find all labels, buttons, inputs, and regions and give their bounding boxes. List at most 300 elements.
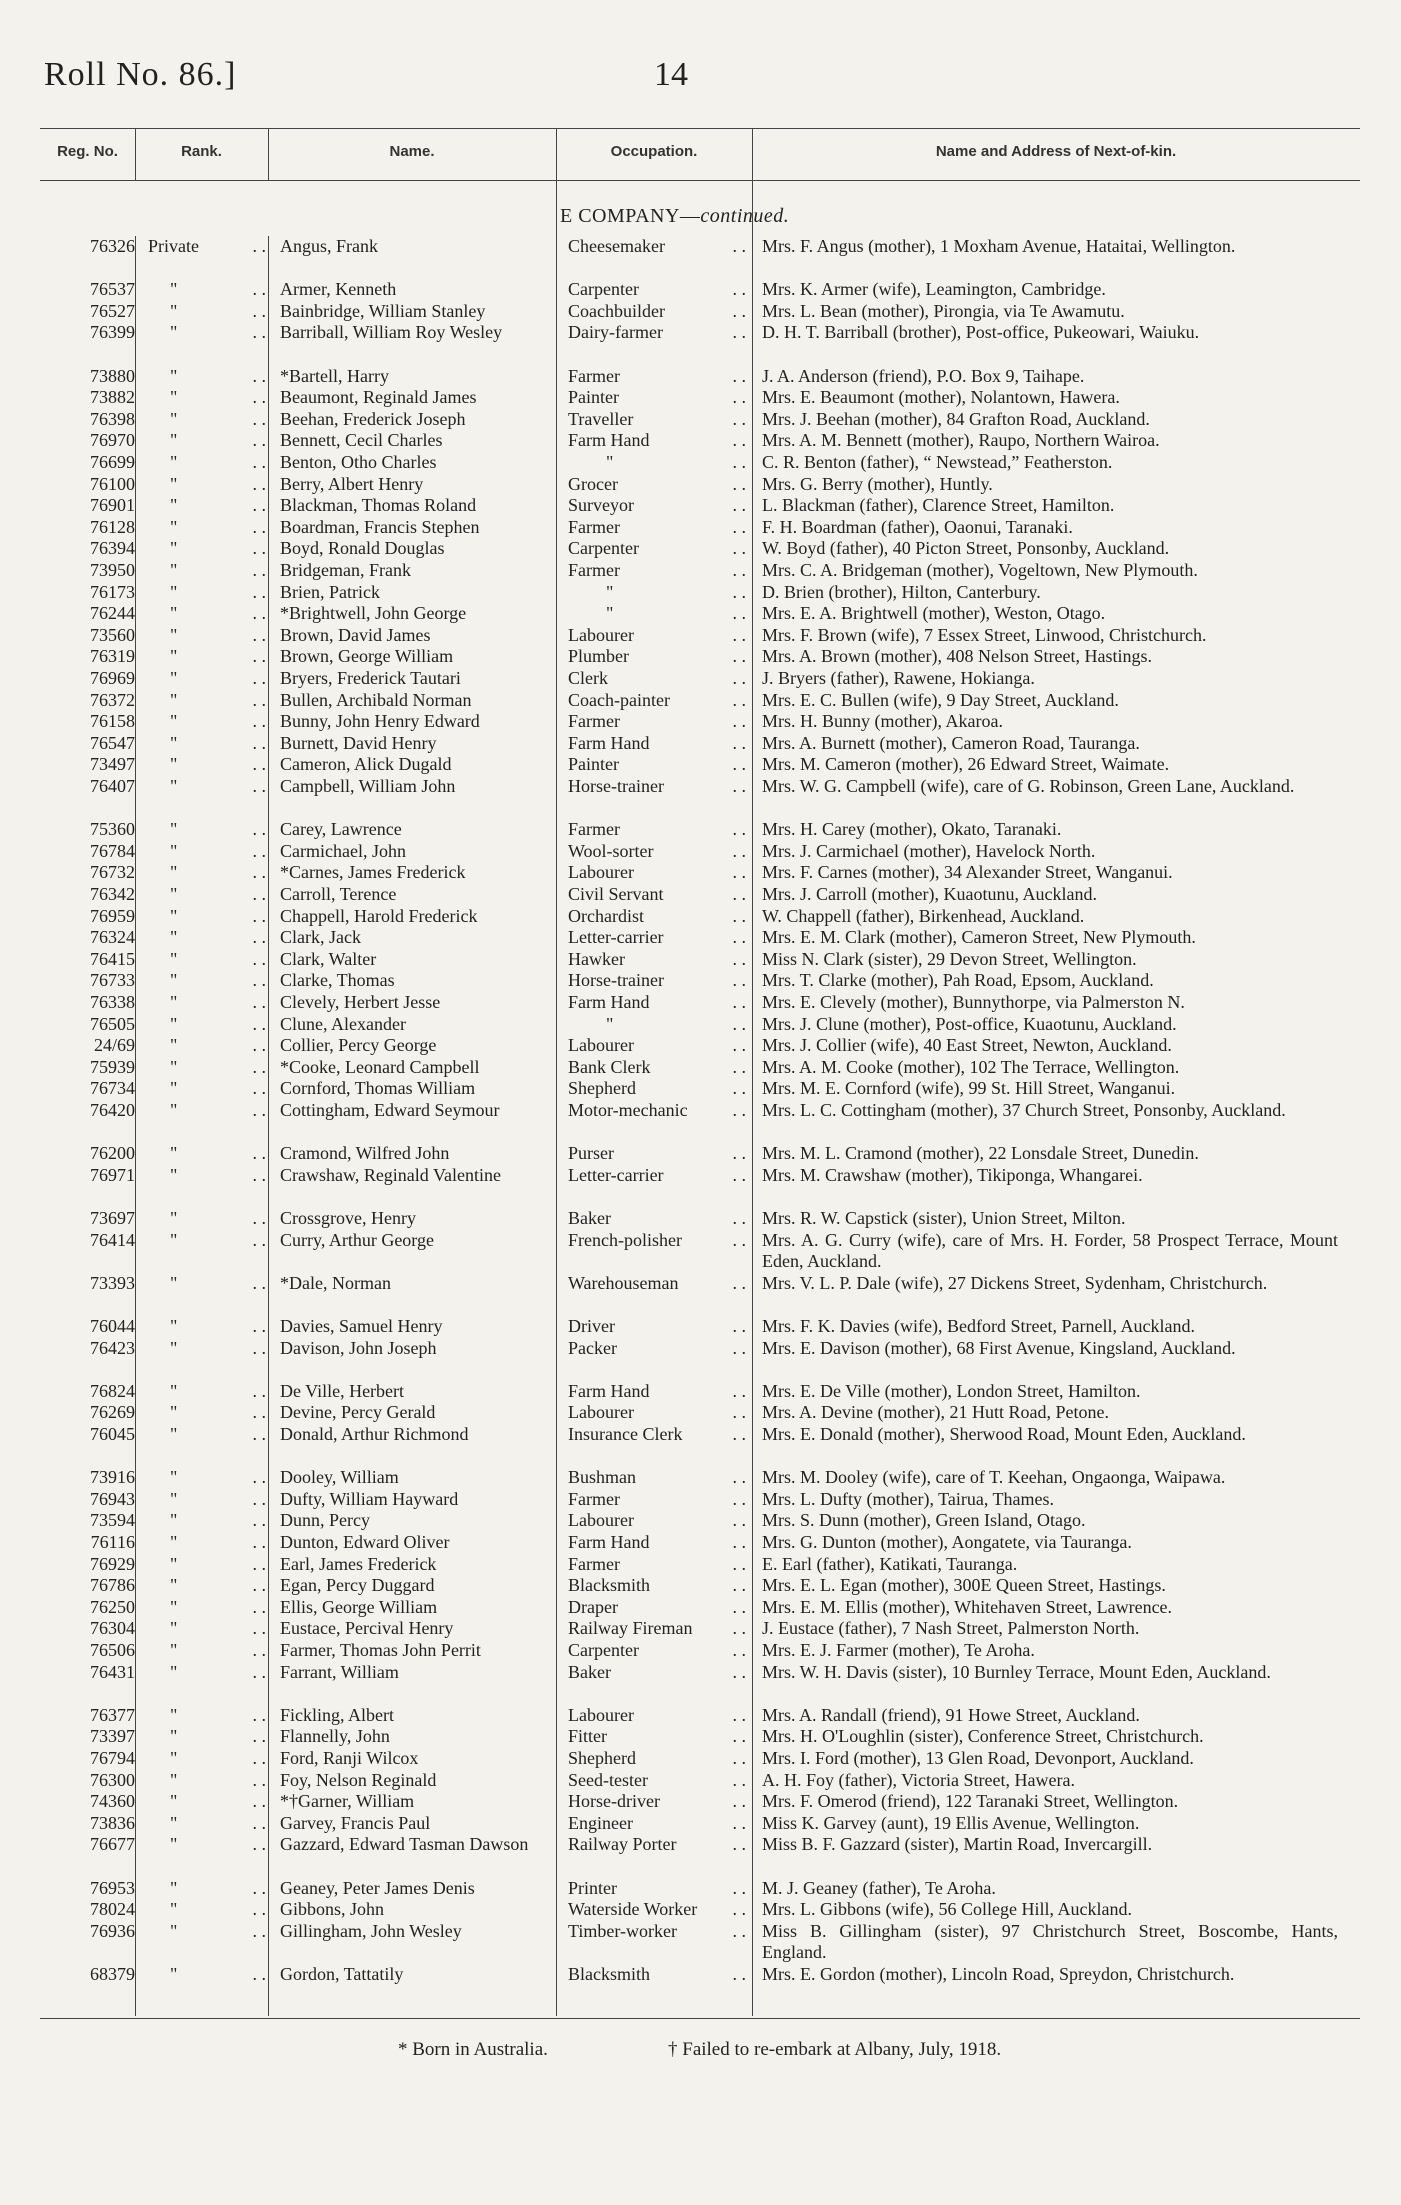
reg-number: 76045 [90, 1424, 135, 1444]
leader-dots: . . [732, 624, 746, 645]
occupation: Farmer [568, 819, 620, 840]
rank-cell [148, 1230, 266, 1252]
leader-dots: . . [732, 538, 746, 559]
occupation-cell [568, 1100, 746, 1122]
rank: " [170, 732, 178, 753]
rank: " [170, 1229, 178, 1250]
leader-dots: . . [732, 1078, 746, 1099]
soldier-name: Bridgeman, Frank [280, 560, 411, 580]
occupation: Horse-driver [568, 1791, 660, 1812]
reg-number: 75939 [90, 1056, 135, 1077]
leader-dots: . . [252, 668, 266, 688]
leader-dots: . . [252, 1035, 266, 1056]
leader-dots: . . [732, 1791, 746, 1812]
leader-dots: . . [252, 560, 266, 580]
next-of-kin: Mrs. F. Angus (mother), 1 Moxham Avenue, Hataitai, Wellington. [762, 236, 1236, 256]
occupation-cell [568, 1338, 746, 1360]
next-of-kin: Mrs. E. Donald (mother), Sherwood Road, Mount Eden, Auckland. [762, 1424, 1246, 1444]
soldier-name: Bullen, Archibald Norman [280, 689, 472, 710]
soldier-name: Cameron, Alick Dugald [280, 754, 452, 775]
occupation: Blacksmith [568, 1575, 650, 1596]
next-of-kin: L. Blackman (father), Clarence Street, Hamilton. [762, 495, 1115, 516]
rank: " [170, 279, 178, 300]
next-of-kin: E. Earl (father), Katikati, Tauranga. [762, 1553, 1018, 1574]
rank-cell [148, 927, 266, 949]
occupation: Farmer [568, 1488, 620, 1509]
next-of-kin: Mrs. F. Brown (wife), 7 Essex Street, Linwood, Christchurch. [762, 624, 1207, 645]
next-of-kin: W. Boyd (father), 40 Picton Street, Ponsonby, Auckland. [762, 538, 1170, 559]
occupation-cell [568, 1770, 746, 1792]
leader-dots: . . [732, 1618, 746, 1639]
occupation: Cheesemaker [568, 236, 665, 256]
rank: " [170, 689, 178, 710]
next-of-kin: Mrs. H. O'Loughlin (sister), Conference Street, Christchurch. [762, 1726, 1204, 1747]
occupation: Motor-mechanic [568, 1100, 688, 1120]
reg-number: 76971 [90, 1164, 135, 1185]
section-title-main: E COMPANY— [560, 205, 701, 227]
reg-number: 76372 [90, 689, 135, 710]
occupation: Dairy-farmer [568, 322, 663, 343]
rank: " [170, 1899, 178, 1920]
rank: " [170, 560, 178, 580]
rank-cell [148, 1791, 266, 1813]
reg-number: 76324 [90, 927, 135, 948]
occupation-cell [568, 1230, 746, 1252]
leader-dots: . . [732, 819, 746, 840]
occupation-cell [568, 1791, 746, 1813]
reg-number: 76398 [90, 408, 135, 429]
rank-cell [148, 690, 266, 712]
occupation-cell [568, 1662, 746, 1684]
leader-dots: . . [252, 927, 266, 948]
rank: " [170, 970, 178, 991]
leader-dots: . . [252, 1056, 266, 1077]
occupation-cell [568, 646, 746, 668]
occupation: Purser [568, 1143, 614, 1164]
occupation-cell [568, 1381, 746, 1403]
soldier-name: Bunny, John Henry Edward [280, 711, 480, 732]
page-number: 14 [654, 56, 688, 93]
reg-number: 76044 [90, 1316, 135, 1336]
rank: " [170, 1208, 178, 1228]
soldier-name: Ellis, George William [280, 1596, 438, 1617]
rank-cell [148, 1597, 266, 1619]
leader-dots: . . [732, 668, 746, 688]
rank: " [170, 624, 178, 645]
soldier-name: Devine, Percy Gerald [280, 1402, 436, 1423]
rank: " [170, 1380, 178, 1401]
leader-dots: . . [732, 1035, 746, 1056]
occupation: Fitter [568, 1726, 607, 1747]
occupation: Engineer [568, 1812, 633, 1833]
rank-cell [148, 1273, 266, 1295]
rank: " [170, 1100, 178, 1120]
rank-cell [148, 538, 266, 560]
leader-dots: . . [732, 1424, 746, 1444]
occupation: Surveyor [568, 495, 634, 516]
reg-number: 24/69 [93, 1035, 135, 1056]
occupation: Wool-sorter [568, 840, 654, 861]
rank-cell [148, 603, 266, 625]
reg-number: 76969 [90, 668, 135, 688]
occupation-cell [568, 517, 746, 539]
leader-dots: . . [252, 1596, 266, 1617]
next-of-kin: Mrs. A. G. Curry (wife), care of Mrs. H. Forder, 58 Prospect Terrace, Mount Eden, Auckland. [762, 1229, 1338, 1272]
leader-dots: . . [252, 1164, 266, 1185]
leader-dots: . . [732, 1510, 746, 1531]
occupation: Warehouseman [568, 1272, 679, 1293]
leader-dots: . . [732, 1229, 746, 1250]
next-of-kin: Mrs. J. Carmichael (mother), Havelock North. [762, 840, 1096, 861]
leader-dots: . . [252, 1402, 266, 1423]
reg-number: 76677 [90, 1834, 135, 1855]
occupation-cell [568, 668, 746, 690]
rank-cell [148, 733, 266, 755]
next-of-kin: Mrs. E. L. Egan (mother), 300E Queen Street, Hastings. [762, 1575, 1166, 1596]
leader-dots: . . [252, 970, 266, 991]
occupation-cell [568, 1273, 746, 1295]
rank-cell [148, 582, 266, 604]
rank-cell [148, 1834, 266, 1856]
rank-cell [148, 1316, 266, 1338]
next-of-kin: C. R. Benton (father), “ Newstead,” Featherston. [762, 452, 1113, 472]
leader-dots: . . [252, 1899, 266, 1920]
reg-number: 73697 [90, 1208, 135, 1228]
next-of-kin: Mrs. J. Beehan (mother), 84 Grafton Road, Auckland. [762, 408, 1150, 429]
rank: " [170, 1640, 178, 1660]
reg-number: 76304 [90, 1618, 135, 1639]
leader-dots: . . [252, 992, 266, 1012]
rank: " [170, 473, 178, 494]
next-of-kin: Mrs. M. L. Cramond (mother), 22 Lonsdale Street, Dunedin. [762, 1143, 1199, 1164]
leader-dots: . . [252, 300, 266, 321]
leader-dots: . . [252, 538, 266, 559]
next-of-kin: Mrs. E. Davison (mother), 68 First Avenue, Kingsland, Auckland. [762, 1337, 1236, 1358]
rank-cell [148, 1424, 266, 1446]
rank-cell [148, 1143, 266, 1165]
rank: " [170, 754, 178, 775]
soldier-name: Beehan, Frederick Joseph [280, 408, 466, 429]
next-of-kin: Mrs. L. Gibbons (wife), 56 College Hill, Auckland. [762, 1899, 1132, 1920]
leader-dots: . . [252, 365, 266, 386]
rank-cell [148, 474, 266, 496]
reg-number: 76506 [90, 1640, 135, 1660]
occupation-cell [568, 236, 746, 258]
leader-dots: . . [732, 365, 746, 386]
rank-cell [148, 1510, 266, 1532]
next-of-kin: Miss B. F. Gazzard (sister), Martin Road, Invercargill. [762, 1834, 1153, 1855]
next-of-kin: Mrs. E. M. Ellis (mother), Whitehaven Street, Lawrence. [762, 1596, 1173, 1617]
leader-dots: . . [252, 603, 266, 624]
reg-number: 76414 [90, 1229, 135, 1250]
next-of-kin: Mrs. V. L. P. Dale (wife), 27 Dickens Street, Sydenham, Christchurch. [762, 1272, 1268, 1293]
reg-number: 76929 [90, 1553, 135, 1574]
reg-number: 76420 [90, 1100, 135, 1120]
soldier-name: Clark, Jack [280, 927, 361, 948]
rank-cell [148, 668, 266, 690]
reg-number: 76250 [90, 1596, 135, 1617]
leader-dots: . . [252, 1316, 266, 1336]
next-of-kin: Mrs. J. Clune (mother), Post-office, Kuaotunu, Auckland. [762, 1013, 1177, 1034]
reg-number: 76732 [90, 862, 135, 883]
occupation-cell [568, 841, 746, 863]
occupation-cell [568, 776, 746, 798]
occupation-cell [568, 1316, 746, 1338]
rank-cell [148, 1165, 266, 1187]
soldier-name: Earl, James Frederick [280, 1553, 437, 1574]
rank: " [170, 430, 178, 451]
soldier-name: Donald, Arthur Richmond [280, 1424, 469, 1444]
next-of-kin: Mrs. H. Carey (mother), Okato, Taranaki. [762, 819, 1062, 840]
occupation-cell [568, 1554, 746, 1576]
soldier-name: *Cooke, Leonard Campbell [280, 1056, 480, 1077]
reg-number: 78024 [90, 1899, 135, 1920]
soldier-name: Davies, Samuel Henry [280, 1316, 443, 1336]
reg-number: 76537 [90, 279, 135, 300]
rank: " [170, 1575, 178, 1596]
leader-dots: . . [732, 387, 746, 408]
occupation: Farmer [568, 560, 620, 580]
rank: " [170, 1964, 178, 1984]
rank-cell [148, 430, 266, 452]
occupation: Railway Fireman [568, 1618, 693, 1639]
next-of-kin: J. Eustace (father), 7 Nash Street, Palmerston North. [762, 1618, 1140, 1639]
rank-cell [148, 1964, 266, 1986]
occupation: Shepherd [568, 1078, 636, 1099]
reg-number: 76547 [90, 732, 135, 753]
leader-dots: . . [252, 322, 266, 343]
next-of-kin: Mrs. M. Crawshaw (mother), Tikiponga, Whangarei. [762, 1164, 1143, 1185]
next-of-kin: Miss B. Gillingham (sister), 97 Christchurch Street, Boscombe, Hants, England. [762, 1920, 1338, 1963]
next-of-kin: Mrs. E. C. Bullen (wife), 9 Day Street, Auckland. [762, 689, 1119, 710]
occupation: Carpenter [568, 538, 639, 559]
occupation-cell [568, 279, 746, 301]
rank-cell [148, 1078, 266, 1100]
soldier-name: *Bartell, Harry [280, 365, 389, 386]
rank-cell [148, 862, 266, 884]
next-of-kin: Mrs. E. Beaumont (mother), Nolantown, Hawera. [762, 387, 1120, 408]
occupation: " [606, 603, 614, 624]
rank: " [170, 1467, 178, 1488]
soldier-name: Brown, David James [280, 624, 431, 645]
leader-dots: . . [732, 1812, 746, 1833]
rank-cell [148, 1489, 266, 1511]
occupation-cell [568, 1057, 746, 1079]
soldier-name: Beaumont, Reginald James [280, 387, 477, 408]
next-of-kin: Miss N. Clark (sister), 29 Devon Street, Wellington. [762, 948, 1137, 969]
leader-dots: . . [252, 754, 266, 775]
leader-dots: . . [732, 322, 746, 343]
next-of-kin: Mrs. M. E. Cornford (wife), 99 St. Hill Street, Wanganui. [762, 1078, 1176, 1099]
soldier-name: Cornford, Thomas William [280, 1078, 476, 1099]
leader-dots: . . [732, 1532, 746, 1552]
next-of-kin: Mrs. E. De Ville (mother), London Street, Hamilton. [762, 1380, 1141, 1401]
rank: " [170, 1337, 178, 1358]
occupation: Farmer [568, 711, 620, 732]
rank-cell [148, 560, 266, 582]
occupation: Bushman [568, 1467, 637, 1488]
reg-number: 76943 [90, 1488, 135, 1509]
next-of-kin: Mrs. J. Collier (wife), 40 East Street, Newton, Auckland. [762, 1035, 1172, 1056]
leader-dots: . . [732, 430, 746, 451]
rank: " [170, 1877, 178, 1898]
rank-cell [148, 1748, 266, 1770]
soldier-name: Angus, Frank [280, 236, 378, 256]
occupation: Horse-trainer [568, 970, 664, 991]
leader-dots: . . [732, 1316, 746, 1336]
next-of-kin: Mrs. A. Randall (friend), 91 Howe Street, Auckland. [762, 1704, 1140, 1725]
next-of-kin: D. Brien (brother), Hilton, Canterbury. [762, 581, 1041, 602]
soldier-name: Eustace, Percival Henry [280, 1618, 454, 1639]
occupation: " [606, 1013, 614, 1034]
next-of-kin: Mrs. E. J. Farmer (mother), Te Aroha. [762, 1640, 1035, 1660]
reg-number: 76116 [90, 1532, 135, 1552]
leader-dots: . . [732, 776, 746, 796]
reg-number: 73880 [90, 365, 135, 386]
occupation-cell [568, 495, 746, 517]
leader-dots: . . [252, 884, 266, 904]
leader-dots: . . [732, 495, 746, 516]
leader-dots: . . [732, 1380, 746, 1401]
occupation-cell [568, 1532, 746, 1554]
leader-dots: . . [252, 689, 266, 710]
leader-dots: . . [732, 732, 746, 753]
rank-cell [148, 301, 266, 323]
soldier-name: Foy, Nelson Reginald [280, 1769, 437, 1790]
occupation-cell [568, 711, 746, 733]
reg-number: 76733 [90, 970, 135, 991]
occupation: Painter [568, 387, 619, 408]
occupation-cell [568, 927, 746, 949]
rank: Private [148, 236, 199, 256]
next-of-kin: Mrs. A. Brown (mother), 408 Nelson Street, Hastings. [762, 646, 1152, 667]
leader-dots: . . [252, 1791, 266, 1812]
rank-cell [148, 949, 266, 971]
soldier-name: Barriball, William Roy Wesley [280, 322, 503, 343]
leader-dots: . . [252, 1229, 266, 1250]
reg-number: 76300 [90, 1769, 135, 1790]
next-of-kin: Mrs. A. M. Bennett (mother), Raupo, Northern Wairoa. [762, 430, 1160, 451]
occupation: Packer [568, 1337, 617, 1358]
occupation: Coachbuilder [568, 300, 665, 321]
soldier-name: Dunn, Percy [280, 1510, 370, 1531]
leader-dots: . . [252, 1877, 266, 1898]
leader-dots: . . [252, 1078, 266, 1099]
next-of-kin: Miss K. Garvey (aunt), 19 Ellis Avenue, Wellington. [762, 1812, 1140, 1833]
soldier-name: Cramond, Wilfred John [280, 1143, 450, 1164]
occupation-cell [568, 690, 746, 712]
rank-cell [148, 452, 266, 474]
reg-number: 76527 [90, 300, 135, 321]
rank-cell [148, 495, 266, 517]
rank: " [170, 1920, 178, 1941]
next-of-kin: Mrs. W. G. Campbell (wife), care of G. Robinson, Green Lane, Auckland. [762, 776, 1295, 796]
leader-dots: . . [252, 581, 266, 602]
occupation-cell [568, 906, 746, 928]
reg-number: 74360 [90, 1791, 135, 1812]
rank: " [170, 646, 178, 667]
rank-cell [148, 1035, 266, 1057]
leader-dots: . . [252, 1964, 266, 1984]
section-title [560, 205, 789, 228]
rank-cell [148, 754, 266, 776]
soldier-name: Boyd, Ronald Douglas [280, 538, 445, 559]
column-divider [135, 236, 136, 2016]
occupation-cell [568, 322, 746, 344]
rank-cell [148, 1402, 266, 1424]
soldier-name: Clark, Walter [280, 948, 377, 969]
rank-cell [148, 322, 266, 344]
next-of-kin: Mrs. C. A. Bridgeman (mother), Vogeltown, New Plymouth. [762, 560, 1198, 580]
leader-dots: . . [732, 1834, 746, 1855]
rank: " [170, 711, 178, 732]
reg-number: 68379 [90, 1964, 135, 1984]
occupation-cell [568, 1705, 746, 1727]
rank: " [170, 1834, 178, 1855]
next-of-kin: Mrs. F. Carnes (mother), 34 Alexander Street, Wanganui. [762, 862, 1173, 883]
occupation: Driver [568, 1316, 615, 1336]
next-of-kin: Mrs. F. K. Davies (wife), Bedford Street, Parnell, Auckland. [762, 1316, 1195, 1336]
soldier-name: Bennett, Cecil Charles [280, 430, 443, 451]
footnote-failed-to-reembark: † Failed to re-embark at Albany, July, 1918. [668, 2039, 1002, 2060]
rank: " [170, 1510, 178, 1531]
rank-cell [148, 517, 266, 539]
occupation: Printer [568, 1877, 617, 1898]
soldier-name: Blackman, Thomas Roland [280, 495, 477, 516]
reg-number: 76824 [90, 1380, 135, 1401]
rank: " [170, 365, 178, 386]
reg-number: 73393 [90, 1272, 135, 1293]
rank: " [170, 1272, 178, 1293]
occupation: Labourer [568, 1510, 634, 1531]
next-of-kin: Mrs. I. Ford (mother), 13 Glen Road, Devonport, Auckland. [762, 1748, 1194, 1768]
occupation-cell [568, 1878, 746, 1900]
rank-cell [148, 1208, 266, 1230]
leader-dots: . . [732, 1748, 746, 1768]
occupation: Labourer [568, 862, 634, 883]
leader-dots: . . [732, 1769, 746, 1790]
reg-number: 76794 [90, 1748, 135, 1768]
next-of-kin: Mrs. A. M. Cooke (mother), 102 The Terrace, Wellington. [762, 1056, 1180, 1077]
leader-dots: . . [732, 300, 746, 321]
soldier-name: Burnett, David Henry [280, 732, 437, 753]
rank-cell [148, 1014, 266, 1036]
leader-dots: . . [732, 1575, 746, 1596]
rank: " [170, 322, 178, 343]
reg-number: 76423 [90, 1337, 135, 1358]
leader-dots: . . [732, 1704, 746, 1725]
leader-dots: . . [252, 1337, 266, 1358]
soldier-name: Gazzard, Edward Tasman Dawson [280, 1834, 529, 1855]
leader-dots: . . [252, 905, 266, 926]
rank-cell [148, 1921, 266, 1943]
occupation-cell [568, 625, 746, 647]
soldier-name: Berry, Albert Henry [280, 473, 424, 494]
next-of-kin: Mrs. E. Gordon (mother), Lincoln Road, Spreydon, Christchurch. [762, 1964, 1235, 1984]
leader-dots: . . [732, 1877, 746, 1898]
reg-number: 76784 [90, 840, 135, 861]
soldier-name: Brien, Patrick [280, 581, 380, 602]
leader-dots: . . [252, 711, 266, 732]
soldier-name: Carroll, Terence [280, 884, 397, 904]
leader-dots: . . [732, 1467, 746, 1488]
leader-dots: . . [252, 1812, 266, 1833]
next-of-kin: W. Chappell (father), Birkenhead, Auckland. [762, 905, 1085, 926]
reg-number: 76936 [90, 1920, 135, 1941]
next-of-kin: Mrs. E. Clevely (mother), Bunnythorpe, via Palmerston N. [762, 992, 1185, 1012]
soldier-name: Armer, Kenneth [280, 279, 397, 300]
rank-cell [148, 1878, 266, 1900]
